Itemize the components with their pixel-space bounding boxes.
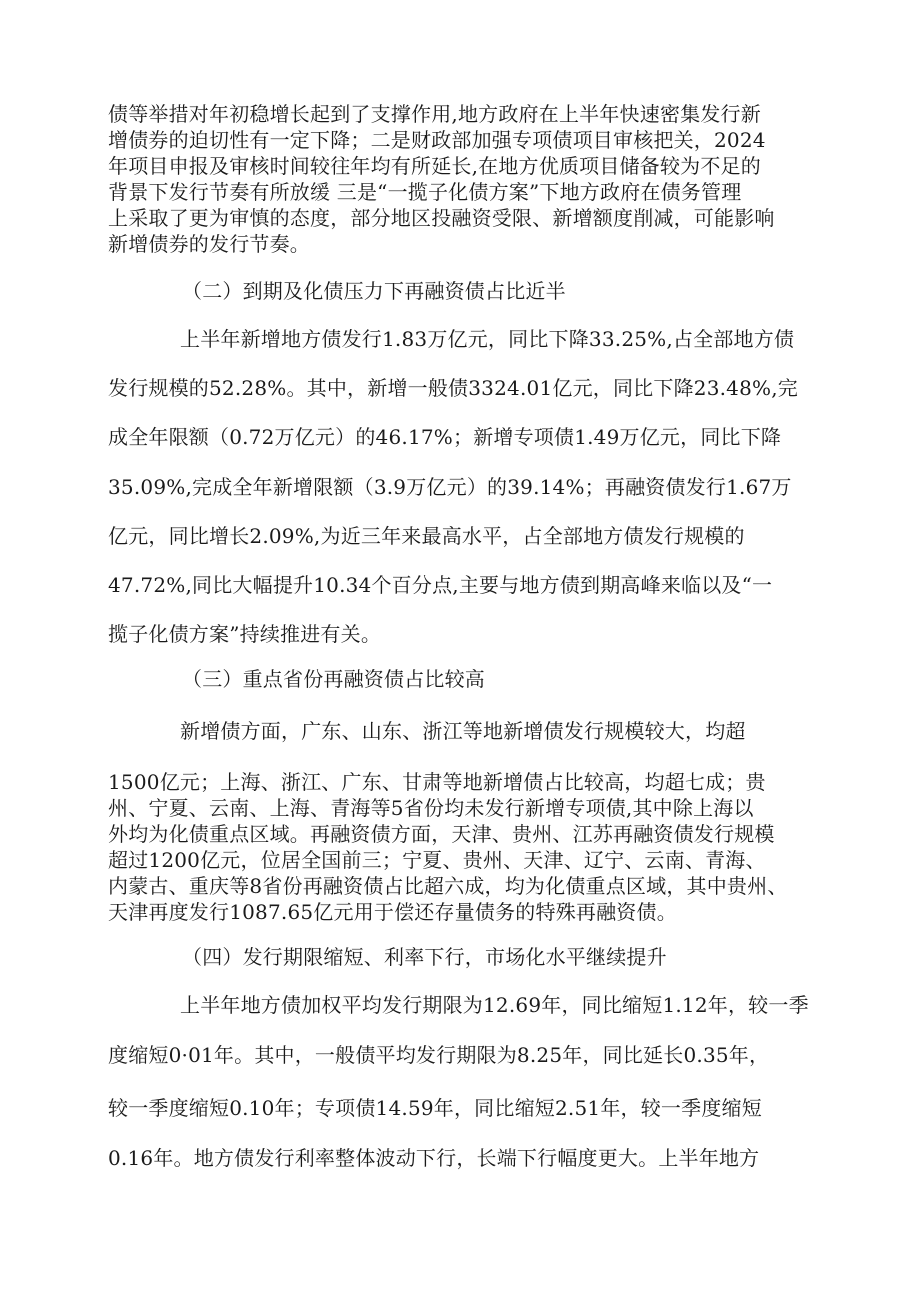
para2-line-3: 成全年限额（0.72万亿元）的46.17%；新增专项债1.49万亿元，同比下降 (108, 425, 782, 449)
para3-line-3: 州、宁夏、云南、上海、青海等5省份均未发行新增专项债,其中除上海以 (108, 796, 754, 820)
intro-line-3: 年项目申报及审核时间较往年均有所延长,在地方优质项目储备较为不足的 (108, 154, 761, 178)
intro-line-1: 债等举措对年初稳增长起到了支撑作用,地方政府在上半年快速密集发行新 (108, 102, 761, 126)
para3-line-7: 天津再度发行1087.65亿元用于偿还存量债务的特殊再融资债。 (108, 900, 677, 924)
intro-line-5: 上采取了更为审慎的态度，部分地区投融资受限、新增额度削减，可能影响 (108, 206, 775, 230)
para3-line-1: 新增债方面，广东、山东、浙江等地新增债发行规模较大，均超 (180, 719, 746, 743)
para4-line-1: 上半年地方债加权平均发行期限为12.69年，同比缩短1.12年，较一季 (180, 993, 809, 1017)
para2-line-6: 47.72%,同比大幅提升10.34个百分点,主要与地方债到期高峰来临以及“一 (108, 573, 773, 597)
section-heading-4: （四）发行期限缩短、利率下行，市场化水平继续提升 (182, 945, 667, 969)
para2-line-5: 亿元，同比增长2.09%,为近三年来最高水平，占全部地方债发行规模的 (108, 524, 745, 548)
section-heading-3: （三）重点省份再融资债占比较高 (182, 667, 485, 691)
section-heading-2: （二）到期及化债压力下再融资债占比近半 (182, 279, 566, 303)
intro-line-6: 新增债券的发行节奏。 (108, 232, 310, 256)
para2-line-1: 上半年新增地方债发行1.83万亿元，同比下降33.25%,占全部地方债 (180, 327, 795, 351)
para4-line-4: 0.16年。地方债发行利率整体波动下行，长端下行幅度更大。上半年地方 (108, 1146, 760, 1170)
para3-line-6: 内蒙古、重庆等8省份再融资债占比超六成，均为化债重点区域，其中贵州、 (108, 874, 788, 898)
para3-line-2: 1500亿元；上海、浙江、广东、甘肃等地新增债占比较高，均超七成；贵 (108, 770, 766, 794)
para4-line-2: 度缩短0·01年。其中，一般债平均发行期限为8.25年，同比延长0.35年， (108, 1043, 770, 1067)
para2-line-4: 35.09%,完成全年新增限额（3.9万亿元）的39.14%；再融资债发行1.67万 (108, 475, 792, 499)
intro-line-2: 增债券的迫切性有一定下降；二是财政部加强专项债项目审核把关，2024 (108, 128, 766, 152)
intro-line-4: 背景下发行节奏有所放缓 三是“一揽子化债方案”下地方政府在债务管理 (108, 180, 742, 204)
para4-line-3: 较一季度缩短0.10年；专项债14.59年，同比缩短2.51年，较一季度缩短 (108, 1096, 762, 1120)
para2-line-2: 发行规模的52.28%。其中，新增一般债3324.01亿元，同比下降23.48%,完 (108, 376, 798, 400)
para3-line-4: 外均为化债重点区域。再融资债方面，天津、贵州、江苏再融资债发行规模 (108, 822, 775, 846)
para3-line-5: 超过1200亿元，位居全国前三；宁夏、贵州、天津、辽宁、云南、青海、 (108, 848, 766, 872)
para2-line-7: 揽子化债方案”持续推进有关。 (108, 622, 382, 646)
